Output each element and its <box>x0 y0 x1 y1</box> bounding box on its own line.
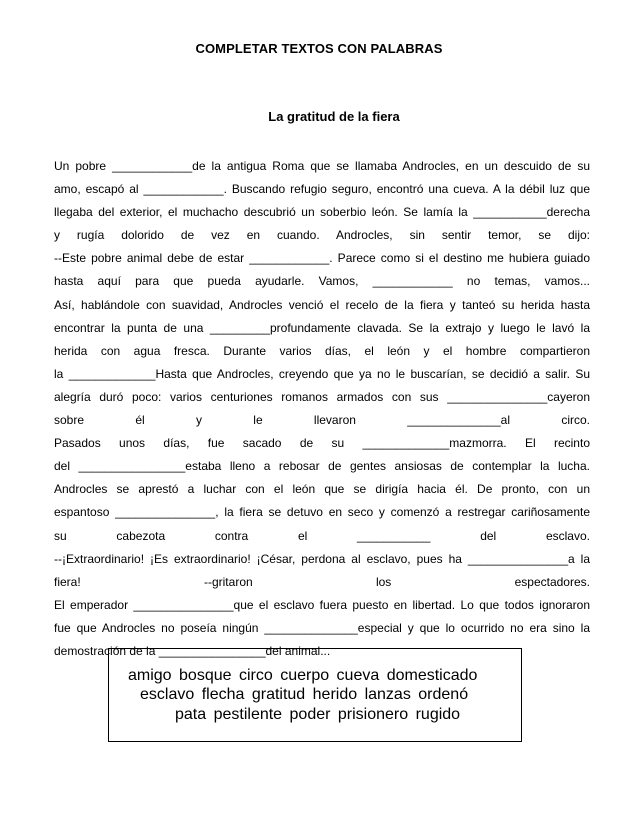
story-line: la _____________Hasta que Androcles, creyendo que ya no le buscarían, se decidió a salir. Su <box>54 366 590 381</box>
story-line: sobre él y le llevaron ______________al circo. <box>54 413 590 428</box>
word-bank-line: pata pestilente poder prisionero rugido <box>175 706 461 723</box>
story-line: El emperador _______________que el esclavo fuera puesto en libertad. Lo que todos ignoraron <box>54 597 590 612</box>
story-line: amo, escapó al ____________. Buscando refugio seguro, encontró una cueva. A la débil luz que <box>54 182 590 197</box>
story-line: Androcles se aprestó a luchar con el león que se dirigía hacia él. De pronto, con un <box>54 482 590 497</box>
word-bank-box <box>108 648 522 742</box>
story-line: fiera! --gritaron los espectadores. <box>54 574 590 589</box>
story-line: Pasados unos días, fue sacado de su _____________mazmorra. El recinto <box>54 436 590 451</box>
story-line: herida con agua fresca. Durante varios días, el león y el hombre compartieron <box>54 343 590 358</box>
story-line: --¡Extraordinario! ¡Es extraordinario! ¡César, perdona al esclavo, pues ha _______________a la <box>54 551 590 566</box>
story-text <box>54 155 590 663</box>
story-line: hasta aquí para que pueda ayudarle. Vamos, ____________ no temas, vamos... <box>54 274 590 289</box>
story-line: fue que Androcles no poseía ningún ______________especial y que lo ocurrido no era sino la <box>54 620 590 635</box>
story-line: espantoso _______________, la fiera se detuvo en seco y comenzó a restregar cariñosamente <box>54 505 590 520</box>
story-line: Así, hablándole con suavidad, Androcles venció el recelo de la fiera y tanteó su herida hasta <box>54 297 590 312</box>
story-line: llegaba del exterior, el muchacho descubrió un soberbio león. Se lamía la ___________derecha <box>54 205 590 220</box>
story-line: --Este pobre animal debe de estar ____________. Parece como si el destino me hubiera guiado <box>54 251 590 266</box>
story-line: encontrar la punta de una _________profundamente clavada. Se la extrajo y luego le lavó la <box>54 320 590 335</box>
story-line: alegría duró poco: varios centuriones romanos armados con sus _______________cayeron <box>54 389 590 404</box>
page-title: COMPLETAR TEXTOS CON PALABRAS <box>195 41 443 56</box>
word-bank-line: esclavo flecha gratitud herido lanzas ordenó <box>140 686 469 703</box>
word-bank-line: amigo bosque circo cuerpo cueva domesticado <box>128 667 478 684</box>
story-line: demostración de la ________________del animal... <box>54 643 331 658</box>
story-line: Un pobre ____________de la antigua Roma que se llamaba Androcles, en un descuido de su <box>54 159 590 173</box>
story-line: y rugía dolorido de vez en cuando. Androcles, sin sentir temor, se dijo: <box>54 228 590 243</box>
story-line: su cabezota contra el ___________ del esclavo. <box>54 528 590 543</box>
story-title: La gratitud de la fiera <box>268 109 400 124</box>
story-line: del ________________estaba lleno a rebosar de gentes ansiosas de contemplar la lucha. <box>54 459 590 474</box>
